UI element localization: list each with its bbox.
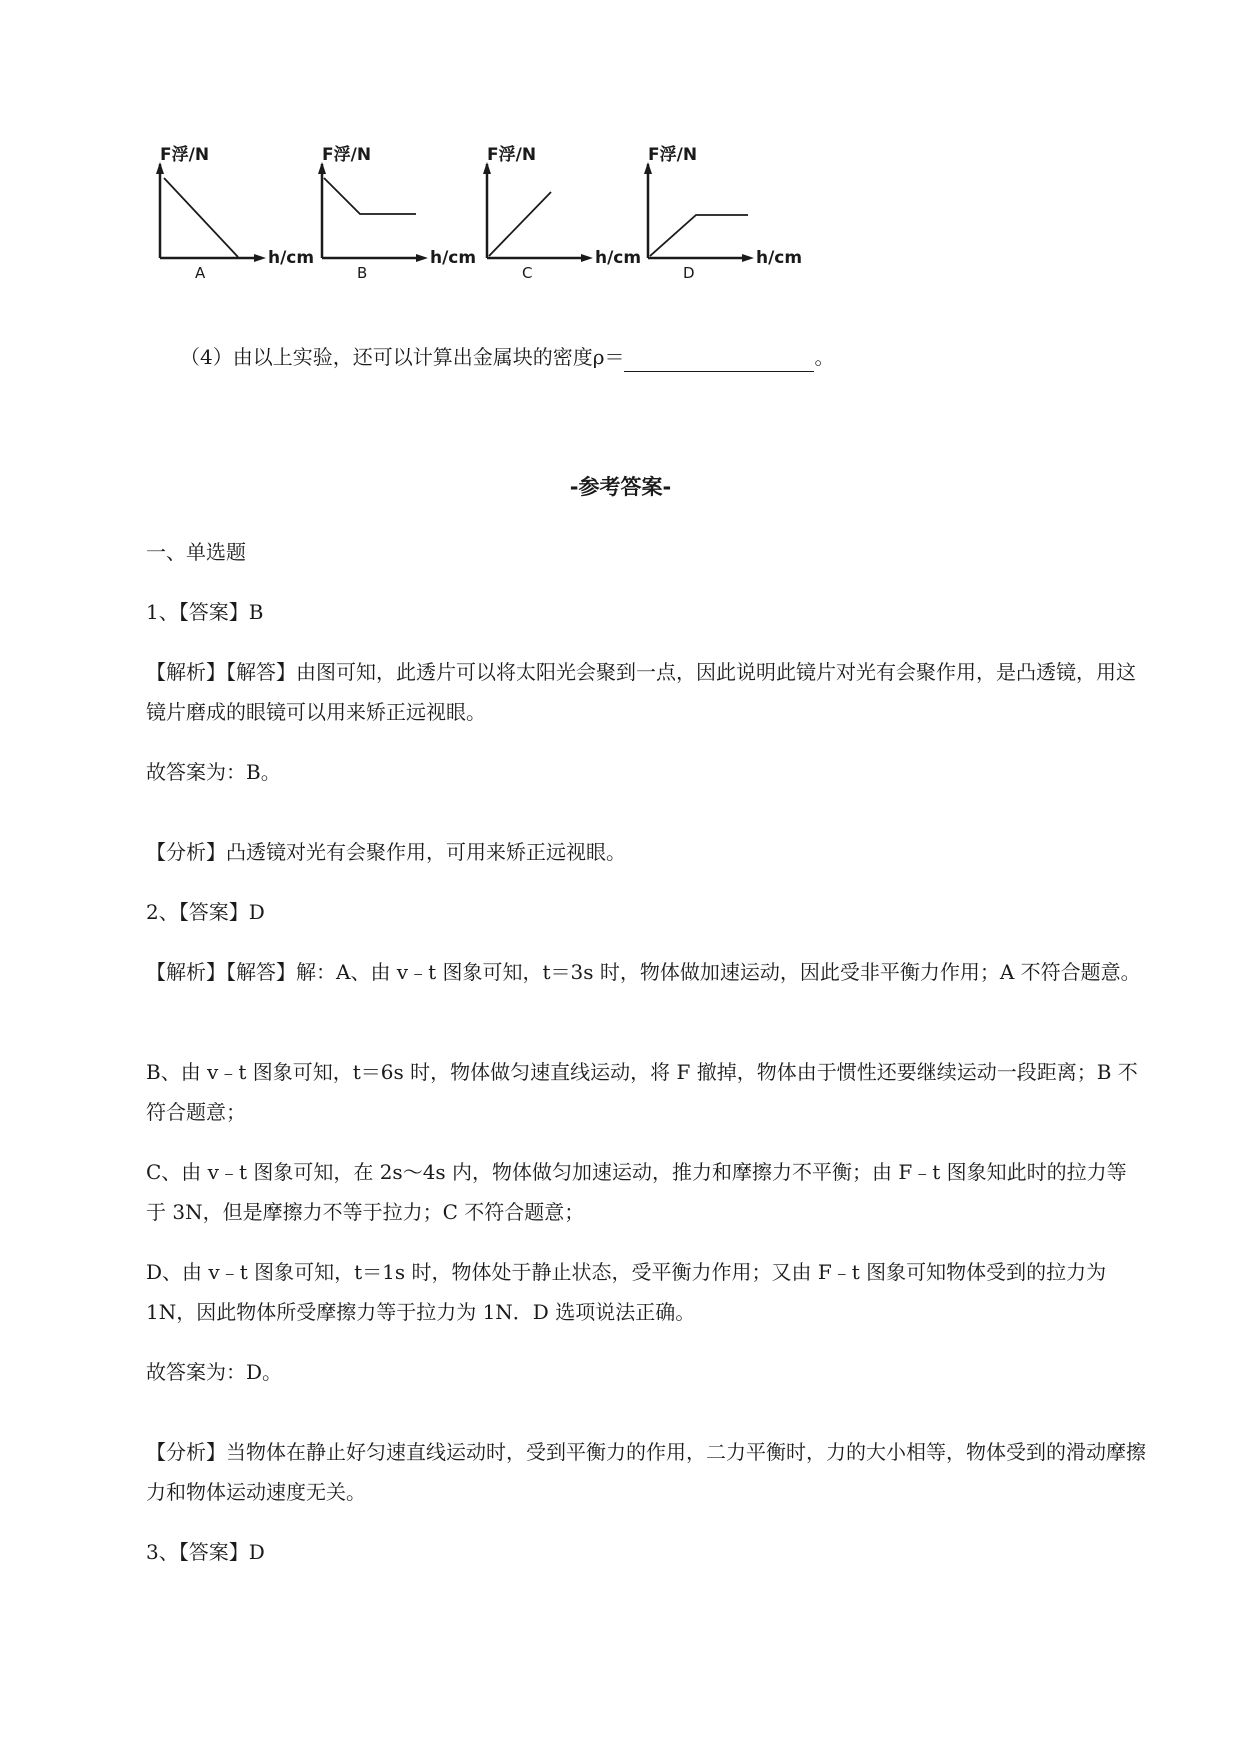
q2-analysis-d: D、由 v﹣t 图象可知，t＝1s 时，物体处于静止状态，受平衡力作用；又由 F﹣t 图象可知物体受到的拉力为 1N，因此物体所受摩擦力等于拉力为 1N．D 选项说法正确。 <box>146 1260 1107 1324</box>
graph-a-y-label: F浮/N <box>160 145 210 165</box>
section-heading: 一、单选题 <box>146 540 246 564</box>
q1-analysis: 【解析】【解答】由图可知，此透片可以将太阳光会聚到一点，因此说明此镜片对光有会聚作用，是凸透镜，用这镜片磨成的眼镜可以用来矫正远视眼。 <box>146 660 1136 724</box>
graph-c-y-label: F浮/N <box>487 145 537 165</box>
graph-b-y-label: F浮/N <box>322 145 372 165</box>
graph-c <box>477 140 647 310</box>
graph-c-x-label: h/cm <box>595 248 642 268</box>
q1-answer: 1、【答案】B <box>146 600 264 624</box>
q3-answer: 3、【答案】D <box>146 1540 265 1564</box>
q1-summary: 【分析】凸透镜对光有会聚作用，可用来矫正远视眼。 <box>146 840 626 864</box>
graph-a-panel-label: A <box>195 264 206 282</box>
question-4-suffix: 。 <box>814 345 835 369</box>
graph-a-x-label: h/cm <box>268 248 315 268</box>
q2-analysis-c: C、由 v﹣t 图象可知，在 2s～4s 内，物体做匀加速运动，推力和摩擦力不平衡；由 F﹣t 图象知此时的拉力等于 3N，但是摩擦力不等于拉力；C 不符合题意； <box>146 1160 1127 1224</box>
density-answer-blank <box>624 347 814 372</box>
q2-analysis-b: B、由 v﹣t 图象可知，t＝6s 时，物体做匀速直线运动，将 F 撤掉，物体由于惯性还要继续运动一段距离；B 不符合题意； <box>146 1060 1138 1124</box>
q1-conclusion: 故答案为：B。 <box>146 760 281 784</box>
buoyancy-graphs <box>150 140 900 310</box>
graph-d-y-label: F浮/N <box>648 145 698 165</box>
graph-d-x-label: h/cm <box>756 248 803 268</box>
q2-analysis-a: 【解析】【解答】解：A、由 v﹣t 图象可知，t＝3s 时，物体做加速运动，因此受非平衡力作用；A 不符合题意。 <box>146 960 1141 984</box>
graph-b-x-label: h/cm <box>430 248 477 268</box>
question-4 <box>180 342 834 372</box>
q2-conclusion: 故答案为：D。 <box>146 1360 283 1384</box>
graph-a <box>150 140 320 310</box>
q2-summary: 【分析】当物体在静止好匀速直线运动时，受到平衡力的作用，二力平衡时，力的大小相等，物体受到的滑动摩擦力和物体运动速度无关。 <box>146 1440 1146 1504</box>
question-4-prefix: （4）由以上实验，还可以计算出金属块的密度ρ＝ <box>180 345 625 369</box>
q2-answer: 2、【答案】D <box>146 900 265 924</box>
graph-d-panel-label: D <box>683 264 695 282</box>
graph-b <box>312 140 482 310</box>
answer-title: -参考答案- <box>569 475 672 499</box>
graph-b-panel-label: B <box>357 264 368 282</box>
graph-d <box>638 140 808 310</box>
graph-c-panel-label: C <box>522 264 533 282</box>
